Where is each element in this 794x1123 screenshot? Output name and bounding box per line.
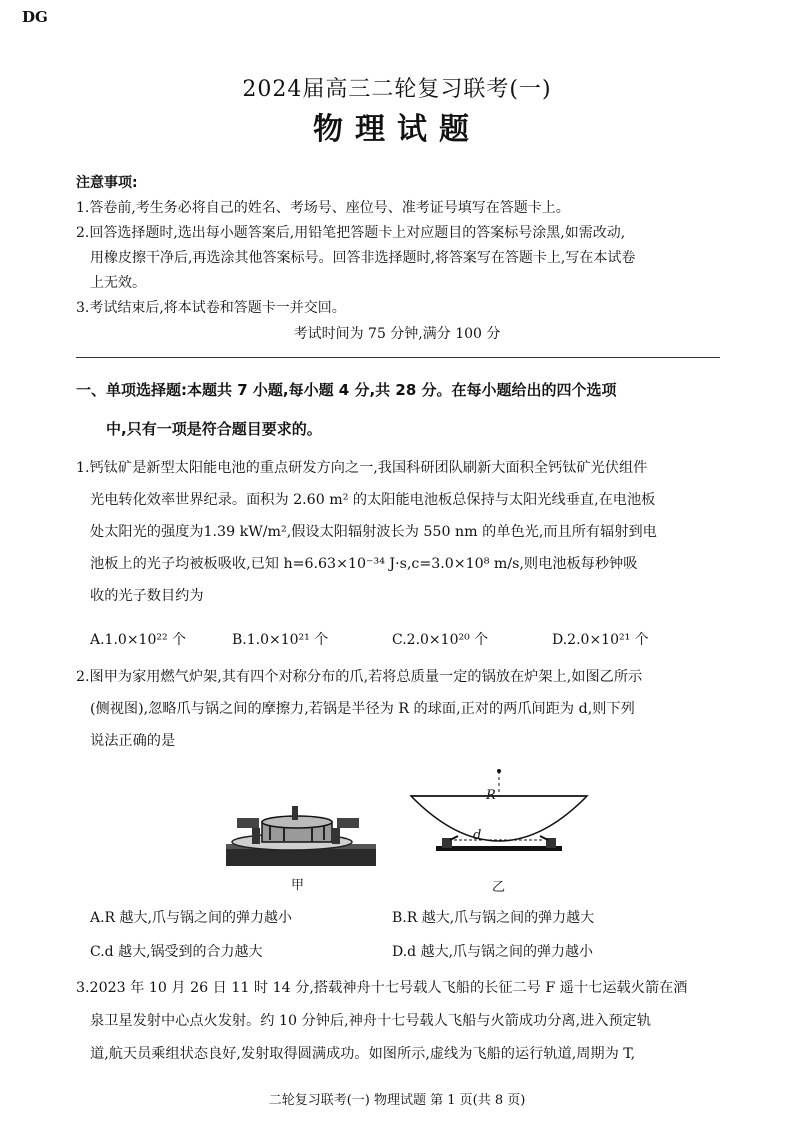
q1-line: 池板上的光子均被板吸收,已知 h=6.63×10⁻³⁴ J·s,c=3.0×10⁸ m/s,则电池板每秒钟吸 — [90, 556, 638, 572]
note-item: 1.答卷前,考生务必将自己的姓名、考场号、座位号、准考证号填写在答题卡上。 — [76, 200, 570, 216]
q2-option-b: B.R 越大,爪与锅之间的弹力越大 — [392, 910, 595, 926]
figure-yi-caption: 乙 — [492, 880, 506, 895]
q2-option-a: A.R 越大,爪与锅之间的弹力越小 — [90, 910, 293, 926]
figure-jia-caption: 甲 — [291, 878, 305, 893]
notes-heading: 注意事项: — [76, 175, 138, 191]
exam-time-line: 考试时间为 75 分钟,满分 100 分 — [293, 326, 501, 342]
q1-option-c: C.2.0×10²⁰ 个 — [392, 632, 489, 648]
q1-line: 处太阳光的强度为1.39 kW/m²,假设太阳辐射波长为 550 nm 的单色光,而且所有辐射到电 — [90, 524, 657, 540]
q3-line: 泉卫星发射中心点火发射。约 10 分钟后,神舟十七号载人飞船与火箭成功分离,进入预定轨 — [90, 1013, 652, 1029]
logo-mark: DG — [22, 8, 48, 26]
figure-jia-stove — [222, 800, 382, 872]
figure-yi-label-r: R — [486, 788, 496, 803]
q1-option-b: B.1.0×10²¹ 个 — [232, 632, 329, 648]
section-heading-line2: 中,只有一项是符合题目要求的。 — [106, 420, 322, 438]
q2-line: 2.图甲为家用燃气炉架,其有四个对称分布的爪,若将总质量一定的锅放在炉架上,如图乙所示 — [76, 669, 643, 685]
note-item: 2.回答选择题时,选出每小题答案后,用铅笔把答题卡上对应题目的答案标号涂黑,如需改动, — [76, 225, 626, 241]
q1-line: 1.钙钛矿是新型太阳能电池的重点研发方向之一,我国科研团队刷新大面积全钙钛矿光伏组件 — [76, 460, 648, 476]
page-footer: 二轮复习联考(一) 物理试题 第 1 页(共 8 页) — [268, 1093, 526, 1108]
divider-line — [76, 357, 720, 358]
q1-option-a: A.1.0×10²² 个 — [90, 632, 187, 648]
q2-option-d: D.d 越大,爪与锅之间的弹力越小 — [392, 944, 594, 960]
note-item: 3.考试结束后,将本试卷和答题卡一并交回。 — [76, 300, 346, 316]
q1-option-d: D.2.0×10²¹ 个 — [552, 632, 649, 648]
q2-option-c: C.d 越大,锅受到的合力越大 — [90, 944, 263, 960]
q1-line: 收的光子数目约为 — [90, 588, 204, 604]
note-item: 上无效。 — [90, 275, 146, 291]
note-item: 用橡皮擦干净后,再选涂其他答案标号。回答非选择题时,将答案写在答题卡上,写在本试卷 — [90, 250, 636, 266]
q1-line: 光电转化效率世界纪录。面积为 2.60 m² 的太阳能电池板总保持与太阳光线垂直,在电池板 — [90, 492, 656, 508]
q3-line: 道,航天员乘组状态良好,发射取得圆满成功。如图所示,虚线为飞船的运行轨道,周期为 T, — [90, 1046, 636, 1062]
figure-yi-label-d: d — [473, 828, 482, 843]
figure-yi-bowl — [408, 766, 590, 876]
exam-title: 2024届高三二轮复习联考(一) — [242, 77, 552, 102]
q3-line: 3.2023 年 10 月 26 日 11 时 14 分,搭载神舟十七号载人飞船的长征二号 F 遥十七运载火箭在酒 — [76, 980, 688, 996]
section-heading-line1: 一、单项选择题:本题共 7 小题,每小题 4 分,共 28 分。在每小题给出的四个选项 — [76, 381, 617, 399]
q2-line: 说法正确的是 — [90, 733, 176, 749]
q2-line: (侧视图),忽略爪与锅之间的摩擦力,若锅是半径为 R 的球面,正对的两爪间距为 d,则下列 — [90, 701, 635, 717]
subject-title: 物理试题 — [313, 112, 481, 147]
